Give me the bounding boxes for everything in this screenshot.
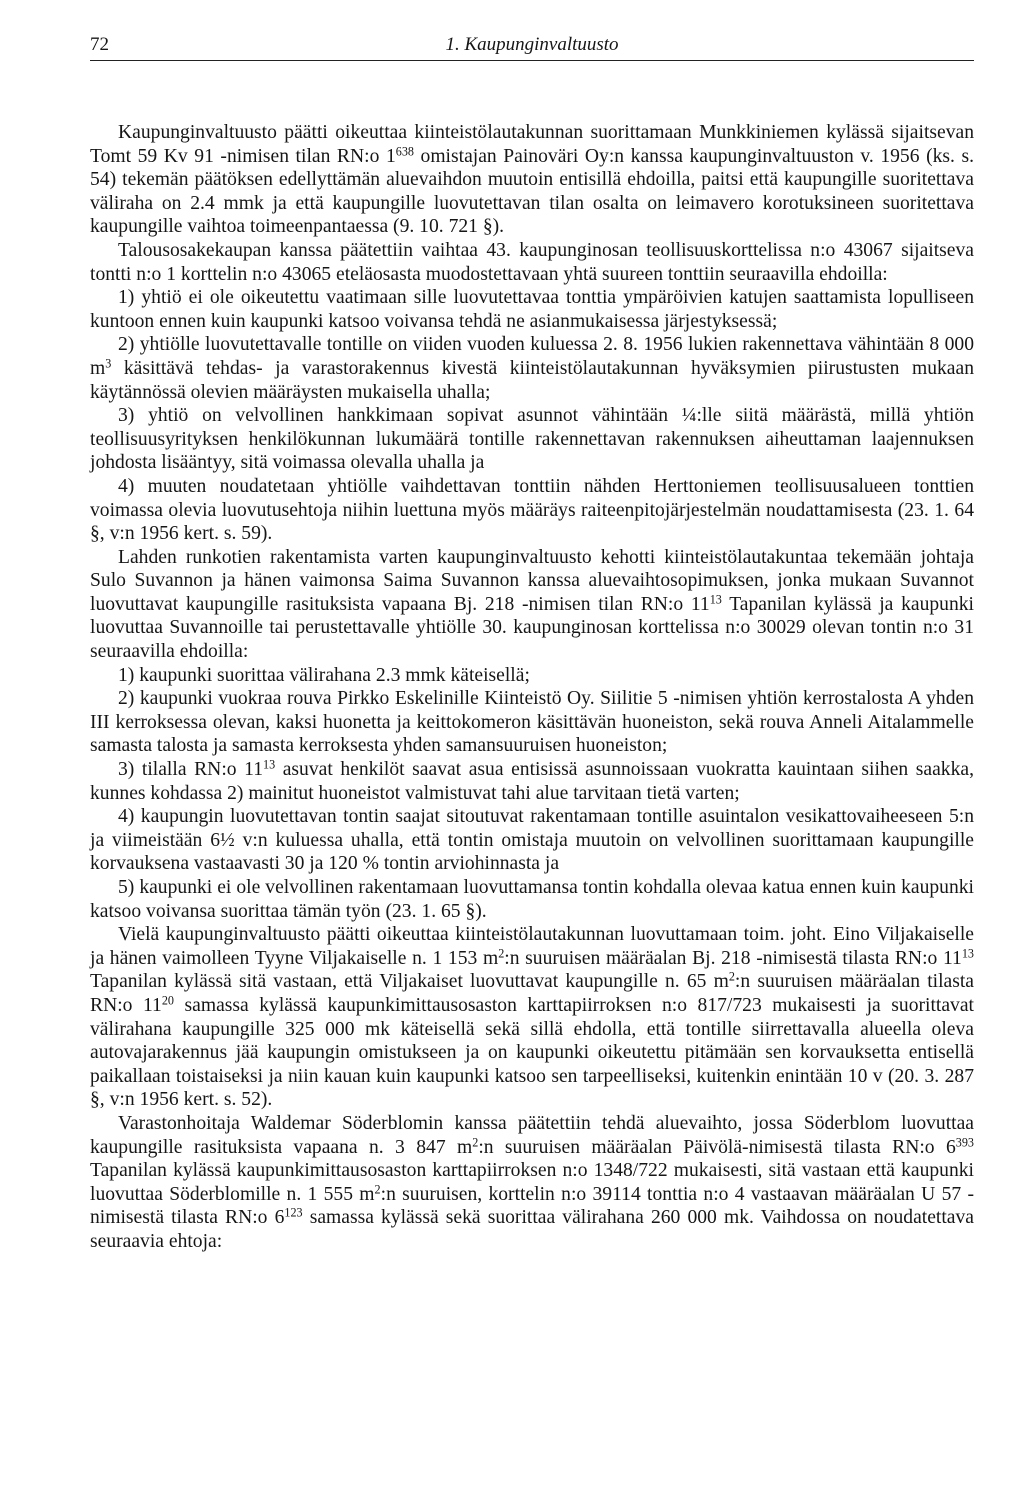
superscript: 2 xyxy=(472,1134,479,1149)
superscript: 13 xyxy=(961,946,974,961)
superscript: 2 xyxy=(374,1182,381,1197)
superscript: 2 xyxy=(728,969,735,984)
list-item: 5) kaupunki ei ole velvollinen rakentamaan luovuttamansa tontin kohdalla olevaa katua ennen kuin kaupunki katsoo voivansa suorittaa tämän työn (23. 1. 65 §). xyxy=(90,877,974,922)
body-text xyxy=(90,121,974,1254)
paragraph: Talousosakekaupan kanssa päätettiin vaihtaa 43. kaupunginosan teollisuuskorttelissa n:o 43067 sijaitseva tontti n:o 1 korttelin n:o 43065 eteläosasta muodostettavaan yhtä suureen tonttiin seuraavilla ehdoilla: xyxy=(90,239,974,285)
list-item: 4) kaupungin luovutettavan tontin saajat sitoutuvat rakentamaan tontille asuintalon vesikattovaiheeseen 5:n ja viimeistään 6½ v:n kuluessa uhalla, että tontin omistaja muutoin on velvollinen suorittamaan kaupungille korvauksena vastaavasti 30 ja 120 % tontin arviohinnasta ja xyxy=(90,806,974,875)
superscript: 3 xyxy=(105,356,112,371)
superscript: 13 xyxy=(263,757,276,772)
paragraph: Vielä kaupunginvaltuusto päätti oikeuttaa kiinteistölautakunnan luovuttamaan toim. joht. Eino Viljakaiselle ja hänen vaimolleen Tyyne Viljakaiselle n. 1 153 $m^2:n$ suuruisen määräalan Bj. 218 -nimisestä tilasta RN:o $11^{13}$ Tapanilan kylässä sitä vastaan, että Viljakaiset luovuttavat kaupungille n. 65 $m^2:n$ suuruisen määräalan tilasta RN:o $11^{20}$ samassa kylässä kaupunkimittausosaston karttapiirroksen n:o 817/723 mukaisesti ja suorittavat välirahana kaupungille 325 000 mk käteisellä sekä sillä ehdolla, että tontille siirrettavalla alueella oleva autovajarakennus jää kaupungin omistukseen ja on kaupunki oikeutettu pitämään sen korvauksetta entisellä paikallaan toistaiseksi ja niin kauan kuin kaupunki katsoo sen tarpeelliseksi, kuitenkin enintään 10 v (20. 3. 287 §, v:n 1956 kert. s. 52). xyxy=(90,924,975,1111)
superscript: 393 xyxy=(955,1134,974,1149)
superscript: 638 xyxy=(395,143,414,158)
document-page xyxy=(90,34,974,1254)
superscript: 123 xyxy=(284,1205,303,1220)
list-item: 3) tilalla RN:o $11^{13}$ asuvat henkilöt saavat asua entisissä asunnoissaan vuokratta kauintaan siihen saakka, kunnes kohdassa 2) mainitut huoneistot valmistuvat tahi alue tarvitaan tietä varten; xyxy=(90,757,974,804)
paragraph: Lahden runkotien rakentamista varten kaupunginvaltuusto kehotti kiinteistölautakuntaa tekemään johtaja Sulo Suvannon ja hänen vaimonsa Saima Suvannon kanssa aluevaihtosopimuksen, jonka mukaan Suvannot luovuttavat kaupungille rasituksista vapaana Bj. 218 -nimisen tilan RN:o $11^{13}$ Tapanilan kylässä ja kaupunki luovuttaa Suvannoille tai perustettavalle yhtiölle 30. kaupunginosan korttelissa n:o 30029 olevan tontin n:o 31 seuraavilla ehdoilla: xyxy=(90,546,974,663)
superscript: 2 xyxy=(498,946,505,961)
running-header xyxy=(90,34,974,61)
list-item: 3) yhtiö on velvollinen hankkimaan sopivat asunnot vähintään ¼:lle siitä määrästä, millä yhtiön teollisuusyrityksen henkilökunnan lukumäärä tontille rakennettavan rakennuksen aiheuttaman laajennuksen johdosta lisääntyy, sitä voimassa olevalla uhalla ja xyxy=(90,405,974,474)
section-title: 1. Kaupunginvaltuusto xyxy=(445,34,619,55)
list-item: 2) yhtiölle luovutettavalle tontille on viiden vuoden kuluessa 2. 8. 1956 lukien rakennettava vähintään 8 000 $m^3$ käsittävä tehdas- ja varastorakennus kivestä kiinteistölautakunnan hyväksymien piirustusten mukaan käytännössä olevien määräysten mukaisella uhalla; xyxy=(90,334,974,403)
list-item: 4) muuten noudatetaan yhtiölle vaihdettavan tonttiin nähden Herttoniemen teollisuusalueen tonttien voimassa olevia luovutusehtoja niihin luettuna myös määräys raiteenpitojärjestelmän noudattamisesta (23. 1. 64 §, v:n 1956 kert. s. 59). xyxy=(90,475,974,545)
paragraph: Kaupunginvaltuusto päätti oikeuttaa kiinteistölautakunnan suorittamaan Munkkiniemen kylässä sijaitsevan Tomt 59 Kv 91 -nimisen tilan RN:o $1^{638}$ omistajan Painoväri Oy:n kanssa kaupunginvaltuuston v. 1956 (ks. s. 54) tekemän päätöksen edellyttämän aluevaihdon muutoin entisillä ehdoilla, paitsi että kaupungille suoritettava väliraha on 2.4 mmk ja että kaupungille luovutettavan tilan osalta on leimavero korotuksineen suoritettava kaupungille vaihtoa toimeenpantaessa (9. 10. 721 §). xyxy=(90,122,974,238)
list-item: 1) kaupunki suorittaa välirahana 2.3 mmk käteisellä; xyxy=(118,664,530,686)
superscript: 20 xyxy=(161,993,174,1008)
paragraph: Varastonhoitaja Waldemar Söderblomin kanssa päätettiin tehdä aluevaihto, jossa Söderblom luovuttaa kaupungille rasituksista vapaana n. 3 847 $m^2:n$ suuruisen määräalan Päivölä-nimisestä tilasta RN:o $6^{393}$ Tapanilan kylässä kaupunkimittausosaston karttapiirroksen n:o 1348/722 mukaisesti, sitä vastaan että kaupunki luovuttaa Söderblomille n. 1 555 $m^2:n$ suuruisen, korttelin n:o 39114 tonttia n:o 4 vastaavan määräalan U 57 -nimisestä tilasta RN:o $6^{123}$ samassa kylässä sekä suorittaa välirahana 260 000 mk. Vaihdossa on noudatettava seuraavia ehtoja: xyxy=(90,1112,975,1252)
superscript: 13 xyxy=(709,592,722,607)
page-number: 72 xyxy=(90,34,109,55)
list-item: 2) kaupunki vuokraa rouva Pirkko Eskelinille Kiinteistö Oy. Siilitie 5 -nimisen yhtiön kerrostalosta A yhden III kerroksessa olevan, kaksi huonetta ja keittokomeron käsittävän huoneiston, sekä rouva Anneli Aitalammelle samasta talosta ja samasta kerroksesta yhden samansuuruisen huoneiston; xyxy=(90,688,974,757)
list-item: 1) yhtiö ei ole oikeutettu vaatimaan sille luovutettavaa tonttia ympäröivien katujen saattamista lopulliseen kuntoon ennen kuin kaupunki katsoo voivansa tehdä ne asianmukaisessa järjestyksessä; xyxy=(90,287,974,332)
